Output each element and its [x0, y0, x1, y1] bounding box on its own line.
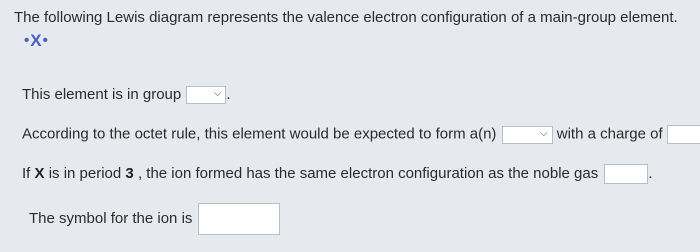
lewis-diagram	[24, 31, 49, 51]
period-mark: .	[226, 86, 231, 103]
period-number: 3	[125, 164, 134, 182]
question-group-row	[22, 86, 231, 104]
electron-dot-right: •	[42, 32, 49, 49]
question-ion-symbol-label: The symbol for the ion is	[29, 210, 193, 227]
question-charge-label: with a charge of	[556, 125, 663, 143]
question-group-label: This element is in group	[22, 86, 182, 103]
q3-text-b: is in period	[48, 164, 122, 182]
question-ion-type-label: According to the octet rule, this element would be expected to form a(n)	[22, 125, 497, 143]
question-ion-symbol-row	[29, 210, 192, 228]
intro-text: The following Lewis diagram represents the valence electron configuration of a main-group element.	[14, 9, 678, 26]
noble-gas-input[interactable]	[604, 164, 648, 184]
q3-text-a: If	[22, 164, 31, 182]
element-symbol: X	[30, 31, 43, 50]
ion-type-select[interactable]	[502, 126, 553, 144]
group-select[interactable]	[186, 86, 226, 104]
electron-dot-left: •	[24, 32, 31, 49]
period-mark: .	[648, 164, 653, 182]
charge-input[interactable]	[667, 125, 700, 144]
chevron-down-icon: ⌵	[213, 88, 222, 100]
element-symbol-inline: X	[34, 164, 45, 182]
question-ion-type-row	[22, 125, 700, 144]
q3-text-c: , the ion formed has the same electron configuration as the noble gas	[137, 164, 599, 182]
question-noble-gas-row	[22, 164, 653, 184]
ion-symbol-input[interactable]	[198, 203, 280, 235]
chevron-down-icon: ⌵	[540, 127, 548, 139]
